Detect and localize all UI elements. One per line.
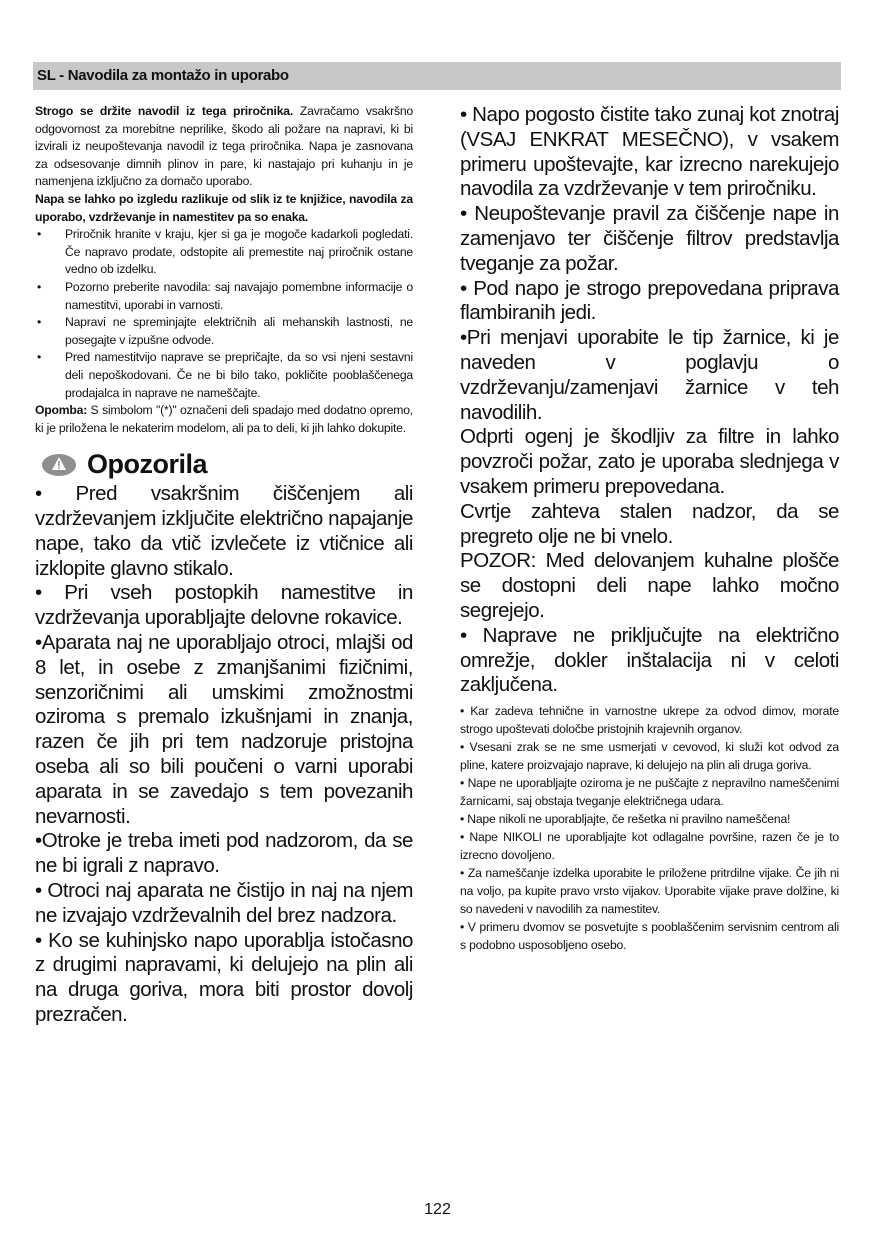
warning-paragraph: •Aparata naj ne uporabljajo otroci, mlajši od 8 let, in osebe z zmanjšanimi fizičnimi, senzoričnimi ali umskimi zmožnostmi oziroma s premalo izkušnjami in znanja, razen če jih pri tem nadzoruje pristojna oseba ali so bili poučeni o varni uporabi aparata in se zavedajo s tem povezanih nevarnosti. xyxy=(35,631,413,828)
warning-paragraph: • Naprave ne priključujte na električno omrežje, dokler inštalacija ni v celoti zaključena. xyxy=(460,623,839,697)
warnings-title: Opozorila xyxy=(87,449,208,480)
warning-paragraph: POZOR: Med delovanjem kuhalne plošče se dostopni deli nape lahko močno segrejejo. xyxy=(460,549,839,622)
warning-paragraph: Odprti ogenj je škodljiv za filtre in lahko povzroči požar, zato je uporaba slednjega v vsakem primeru prepovedana. xyxy=(460,425,839,498)
warning-paragraph: • Otroci naj aparata ne čistijo in naj na njem ne izvajajo vzdrževalnih del brez nadzora. xyxy=(35,879,413,927)
section-title: SL - Navodila za montažo in uporabo xyxy=(37,67,289,84)
warning-paragraph: • Pod napo je strogo prepovedana priprava flambiranih jedi. xyxy=(460,276,839,325)
appearance-note xyxy=(35,191,413,226)
list-item: • Priročnik hranite v kraju, kjer si ga je mogoče kadarkoli pogledati. Če napravo prodate, odstopite ali premestite naj priročnik ostane vedno ob izdelku. xyxy=(35,226,413,279)
warning-small-paragraph: • Nape NIKOLI ne uporabljajte kot odlagalne površine, razen če je to izrecno dovoljeno. xyxy=(460,830,839,863)
note-text: S simbolom "(*)" označeni deli spadajo med dodatno opremo, ki je priložena le nekaterim modelom, ali pa to deli, ki jih lahko dokupite. xyxy=(35,403,413,435)
warning-small-paragraph: • Kar zadeva tehnične in varnostne ukrepe za odvod dimov, morate strogo upoštevati določbe pristojnih krajevnih organov. xyxy=(460,704,839,737)
note-paragraph xyxy=(35,402,413,437)
section-header-bar xyxy=(33,62,841,90)
warning-paragraph: •Pri menjavi uporabite le tip žarnice, ki je naveden v poglavju o vzdrževanju/zamenjavi žarnice v teh navodilih. xyxy=(460,326,839,424)
intro-text: Zavračamo vsakršno odgovornost za morebitne neprilike, škodo ali požare na napravi, ki bi izvirali iz neupoštevanja navodil iz tega priročnika. Napa je zasnovana za odsesovanje dimnih plinov in pare, ki nastajajo pri kuhanju in je namenjena izključno za domačo uporabo. xyxy=(35,104,413,189)
list-item: • Pozorno preberite navodila: saj navajajo pomembne informacije o namestitvi, uporabi in varnosti. xyxy=(35,279,413,314)
warning-paragraph: • Napo pogosto čistite tako zunaj kot znotraj (VSAJ ENKRAT MESEČNO), v vsakem primeru upoštevajte, kar izrecno narekujejo navodila za vzdrževanje v tem priročniku. xyxy=(460,103,839,201)
warning-small-paragraph: • Nape ne uporabljajte oziroma je ne puščajte z nepravilno nameščenimi žarnicami, saj obstaja tveganje električnega udara. xyxy=(460,776,839,809)
list-item: • Pred namestitvijo naprave se prepričajte, da so vsi njeni sestavni deli nepoškodovani. Če ne bi bilo tako, pokličite pooblaščenega prodajalca in naprave ne nameščajte. xyxy=(35,349,413,402)
intro-bold: Strogo se držite navodil iz tega priročnika. xyxy=(35,104,294,118)
warning-paragraph: •Otroke je treba imeti pod nadzorom, da se ne bi igrali z napravo. xyxy=(35,829,413,878)
intro-bullet-list xyxy=(35,226,413,402)
warning-paragraph: • Neupoštevanje pravil za čiščenje nape in zamenjavo ter čiščenje filtrov predstavlja tveganje za požar. xyxy=(460,202,839,275)
warning-paragraph: Cvrtje zahteva stalen nadzor, da se pregreto olje ne bi vnelo. xyxy=(460,499,839,548)
warnings-heading xyxy=(35,449,413,480)
left-column xyxy=(35,103,413,1028)
appearance-note-bold: Napa se lahko po izgledu razlikuje od slik iz te knjižice, navodila za uporabo, vzdrževanje in namestitev pa so enaka. xyxy=(35,191,413,224)
right-column xyxy=(460,103,839,954)
warning-paragraph: • Ko se kuhinjsko napo uporablja istočasno z drugimi napravami, ki delujejo na plin ali na druga goriva, mora biti prostor dovolj prezračen. xyxy=(35,928,413,1027)
warning-small-paragraph: • Nape nikoli ne uporabljajte, če rešetka ni pravilno nameščena! xyxy=(460,812,791,827)
intro-paragraph xyxy=(35,103,413,191)
page-number: 122 xyxy=(424,1201,451,1218)
list-item: • Napravi ne spreminjajte električnih ali mehanskih lastnosti, ne posegajte v izpušne odvode. xyxy=(35,314,413,349)
warning-paragraph: • Pri vseh postopkih namestitve in vzdrževanja uporabljajte delovne rokavice. xyxy=(35,581,413,630)
warning-small-paragraph: • Za nameščanje izdelka uporabite le priložene pritrdilne vijake. Če jih ni na voljo, pa kupite pravo vrsto vijakov. Uporabite vijake prave dolžine, ki so navedeni v navodilih za namestitev. xyxy=(460,866,839,917)
warning-small-paragraph: • V primeru dvomov se posvetujte s pooblaščenim servisnim centrom ali s podobno usposobljeno osebo. xyxy=(460,920,839,953)
note-label: Opomba: xyxy=(35,403,88,418)
warning-small-paragraph: • Vsesani zrak se ne sme usmerjati v cevovod, ki služi kot odvod za pline, katere proizvajajo naprave, ki delujejo na plin ali druga goriva. xyxy=(460,740,839,773)
warning-icon xyxy=(41,453,77,477)
warning-paragraph: • Pred vsakršnim čiščenjem ali vzdrževanjem izključite električno napajanje nape, tako da vtič izvlečete iz vtičnice ali izklopite glavno stikalo. xyxy=(35,482,413,580)
